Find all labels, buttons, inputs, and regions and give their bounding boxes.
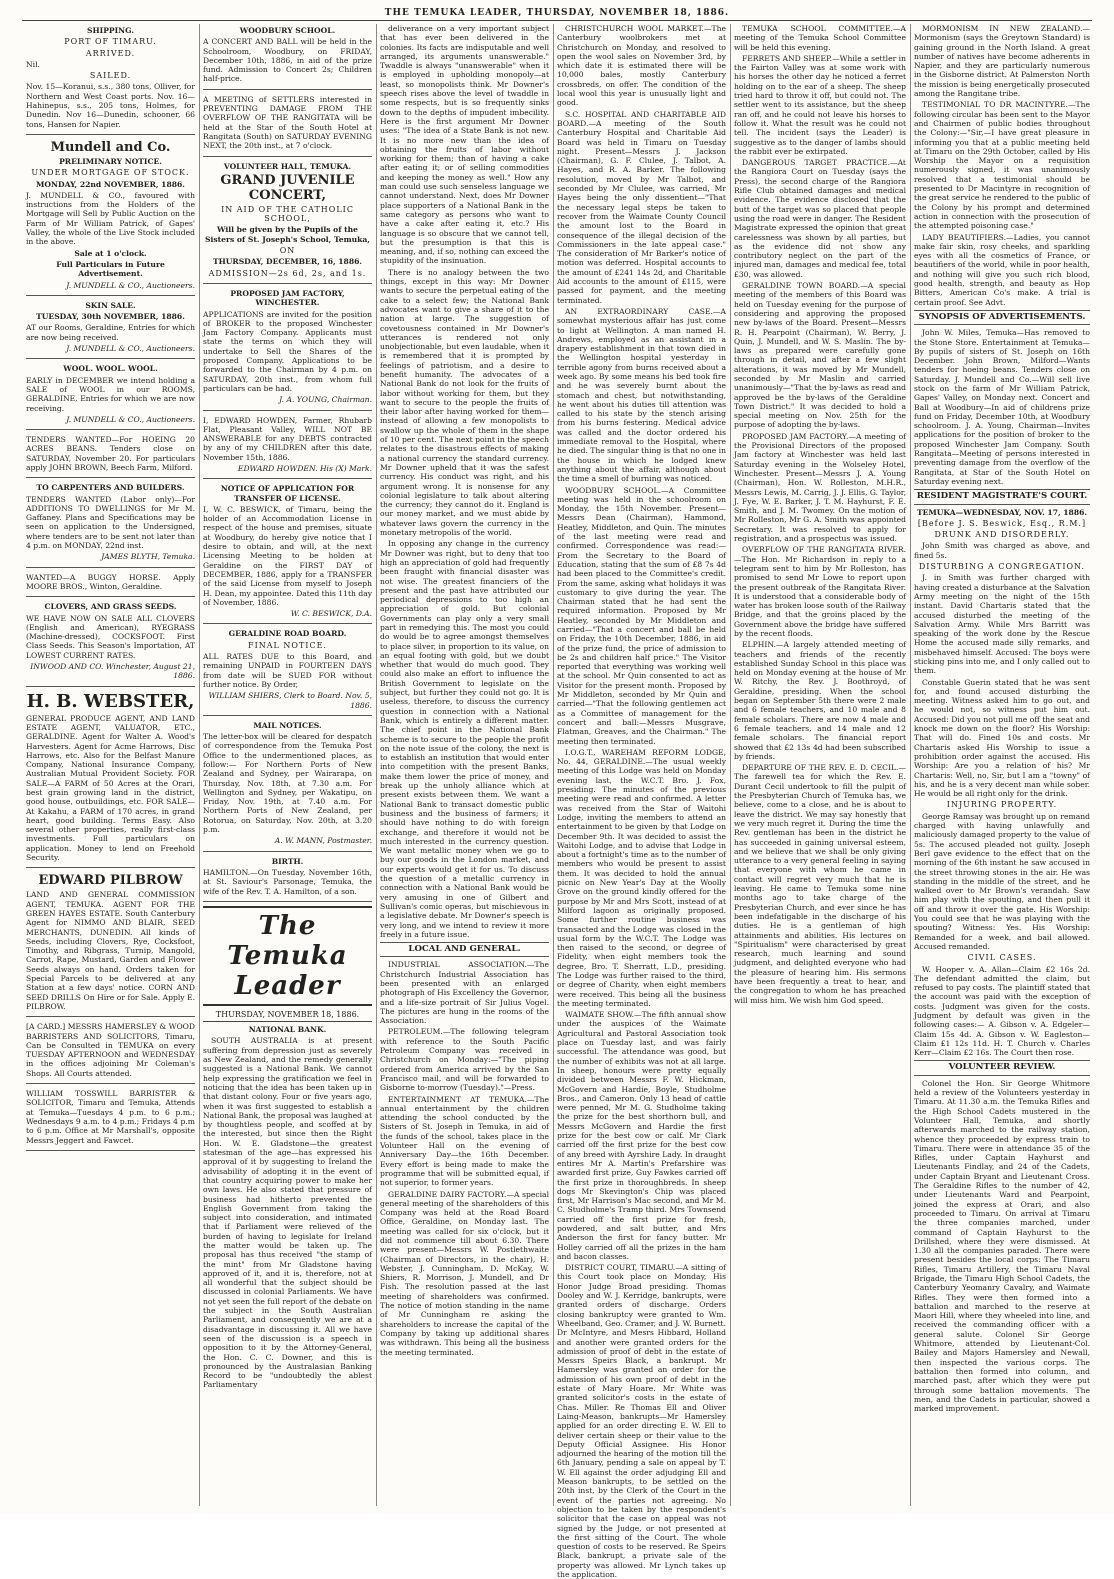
skin-body: AT our Rooms, Geraldine, Entries for which are now being received. [26, 323, 195, 342]
volunteer-review-heading: VOLUNTEER REVIEW. [914, 1060, 1090, 1075]
prelim-notice: PRELIMINARY NOTICE. [59, 156, 162, 166]
news-item: S.C. HOSPITAL AND CHARITABLE AID BOARD.—A meeting of the South Canterbury Hospital and Charitable Aid Board was held in Timaru on Tuesday night. Present—Messrs J. Jackson (Chairman), G. F. Clulee, J. Talbot, A. Hayes, and R. A. Barker. The following resolution, moved by Mr Talbot, and seconded by Mr Clulee, was carried, Mr Hayes being the only dissentient—"That the necessary legal steps be taken to recover from the Waimate County Council the amount lost to the Board in consequence of the illegal decision of the Commissioners in the late appeal case." The consideration of Mr Barker's notice of motion was deferred. Hospital accounts to the amount of £241 14s 2d, and Charitable Aid accounts to the amount of £115, were passed for payment, and the meeting terminated. [557, 109, 726, 305]
header-title: THE TEMUKA LEADER, THURSDAY, NOVEMBER 18, 1886. [384, 8, 730, 18]
column-2 [199, 24, 376, 1506]
news-item: WAIMATE SHOW.—The fifth annual show under the auspices of the Waimate Agricultural and Pastoral Association took place on Tuesday last, and was fairly successful. The attendance was good, but the number of exhibits was not at all large. In sheep, honours were pretty equally divided between Messrs F. W. Hickman, McGovern and Hardie, Boyle, Studholme Bros., and Cameron. Only 13 head of cattle were penned, Mr M. G. Studholme taking the prize for the best shorthorn bull, and Messrs McGovern and Hardie the first prize for the best cow or calf. Mr Clark carried off the first prize for the best cow of any breed with Ayrshire Lady. In draught entires Mr A. Martin's Prefarshire was awarded first prize, Guy Fawkes carried off the first prize in thoroughbreds. In sheep dogs Mr Skevington's Chip was placed first, Mr Harrison's Mac second, and Mr M. C. Studholme's Tramp third. Mrs Townsend carried off the first prize for fresh, powdered, and salt butter, and Mrs Anderson the first for fancy butter. Mr Holley carried off all the prizes in the ham and bacon classes. [557, 1010, 726, 1261]
jam-heading: PROPOSED JAM FACTORY, WINCHESTER. [230, 288, 345, 308]
disturbing-body: J. in Smith was further charged with having created a disturbance at the Salvation Army meeting on the night of the 15th instant. David Chartaris stated that the accused disturbed the meeting of the Salvation Army. While Mrs Barritt was speaking of the work done by the Rescue Home the accused made silly remarks, and misbehaved himself. Accused: The boys were sticking pins into me, and I only called out to them. [914, 573, 1090, 676]
pilbrow-ad [26, 871, 195, 1017]
wool-heading: WOOL. WOOL. WOOL. [63, 364, 158, 374]
woodbury-heading: WOODBURY SCHOOL. [239, 26, 336, 35]
news-item: DISTRICT COURT, TIMARU.—A sitting of this Court took place on Monday, His Honor Judge Broad presiding. Thomas Dooley and W. J. Kerridge, bankrupts, were granted orders of discharge. Orders closing bankruptcy were granted to Wm. Wheelband, Geo. Cramer, and J. W. Burnett. Dr McIntyre, and Mesrs Hibbard, Holland and another were granted orders for the admission of proof of debt in the estate of Messrs Speirs Black, a bankrupt. Mr Hamersley was granted an order for the admission of his own proof of debt in the estate of Mary Hoare. Mr White was granted solicitor's costs in the estate of Chas. Miller. Re Thomas Ell and Oliver Laing-Meason, bankrupts—Mr Hamersley applied for an order directing E. W. Ell to deliver certain sheep or their value to the Deputy Official Assignee. His Honor adjourned the hearing of the motion till the 6th January, pending a sale on appeal by T. W. Ell against the order adjudging Ell and Meason bankrupts, to be settled on the 20th inst, by the Clerk of the Court in the event of the parties not agreeing. No objection to be taken by the respondent's solicitor that the case on appeal was not signed by the Judge, or not presented at the first sitting of the Court. The whole question of costs to be reserved. Re Speirs Black, bankrupt, a private sale of the property was allowed. Mr Lynch takes up the application. [557, 1263, 726, 1579]
news-item: OVERFLOW OF THE RANGITATA RIVER.—The Hon. Mr Richardson in reply to a telegram sent to him by Mr Rolleston, has promised to send Mr Lowe to report upon the present outbreak of the Rangitata River. It is understood that a considerable body of water has broken loose south of the Railway Bridge, and that the groins placed by the Government above the bridge have suffered by the recent floods. [734, 545, 906, 638]
court-before: [Before J. S. Beswick, Esq., R.M.] [917, 518, 1087, 528]
clover-body: WE HAVE NOW ON SALE ALL CLOVERS (English and American), RYEGRASS (Machine-dressed), COCKSFOOT. First Class Seeds. This Season's Importation, AT LOWEST CURRENT RATES. [26, 613, 195, 660]
buggy-ad [26, 571, 195, 598]
arrived-text: Nil. [26, 59, 40, 69]
road-board-body: ALL RATES DUE to this Board, and remaining UNPAID in FOURTEEN DAYS from date will be SUED FOR without further notice. By Order, [203, 652, 372, 689]
webster-body: GENERAL PRODUCE AGENT, AND LAND ESTATE AGENT, VALUATOR, ETC., GERALDINE. Agent for Walter A. Wood's Harvesters. Agent for Acme Harrows, Disc Harrows, etc. Also for the Belfast Manure Company, National Insurance Company, Australian Mutual Provident Society. FOR SALE—A FARM of 50 Acres at the Orari, best grain growing land in the district, good house, outbuildings, etc. FOR SALE—At Kakahu, a FARM of 170 acres, in grand heart, good building. Terms Easy. Also several other properties, really first-class investments. Full particulars on application. Money to lend on Freehold Security. [26, 713, 195, 863]
carpenters-ad [26, 481, 195, 567]
road-board-ad [203, 627, 372, 715]
injuring-body: George Ramsay was brought up on remand charged with having unlawfully and maliciously damaged property to the value of 5s. The accused pleaded not guilty. Joseph Berl gave evidence to the effect that on the morning of the 6th instant he saw accused in the street throwing stones in the air. He was standing in the middle of the street, and he walked over to Mr Brown's verandah. Saw him play with the spouting, and then pull it off and throw it over the gate. His Worship: You could see that he was playing with the spouting? Witness: Yes. His Worship: Remanded for a week, and bail allowed. Accused remanded. [914, 811, 1090, 951]
court-date: TEMUKA—WEDNESDAY, NOV. 17, 1886. [916, 507, 1088, 517]
grand-concert-on: ON [279, 246, 296, 256]
woodbury-body: A CONCERT AND BALL will be held in the Schoolroom, Woodbury, on FRIDAY, December 10th, 1886, in aid of the prize fund. Admission to Concert 2s; Children half-price. [203, 37, 372, 84]
editorial-continued-1: deliverance on a very important subject that has ever been delivered in the colonies. Its facts are indisputable and well arranged, its arguments unanswerable." Twaddle is always "unanswerable" when it is employed in upholding monopoly—at least, so monopolists think. Mr Downer's speech rises above the level of twaddle in some respects, but is so frequently sinks down to the depths of impudent imbecility. Here is the first argument Mr Downer uses: "The idea of a State Bank is not new. It is no more new than the idea of obtaining the fruits of labor without working for them; than of having a cake after eating it; or of selling commodities and keeping the money as well." How any man could use such senseless language we cannot understand. Next, does Mr Downer place supporters of a National Bank in the same category as persons who want to have a cake after eating it, etc.? His language is so obscure that we cannot tell, but the presumption is that this is meaning, and, if so, nothing can exceed the stupidity of the insinuation. [380, 24, 549, 266]
news-item: TEMUKA SCHOOL COMMITTEE.—A meeting of the Temuka School Committee will be held this evening. [734, 24, 906, 52]
tender-ad [26, 433, 195, 478]
tender-body: TENDERS WANTED—For HOEING 20 ACRES BEANS. Tenders close on SATURDAY, November 20. For particulars apply JOHN BROWN, Beech Farm, Milford. [26, 435, 195, 472]
column-6 [910, 24, 1094, 1506]
skin-sale-ad [26, 299, 195, 359]
news-item: GERALDINE DAIRY FACTORY.—A special general meeting of the shareholders of this Company was held at the Road Board Office, Geraldine, on Monday last. The meeting was called for six o'clock, but it did not commence till about 6.30. There were present—Messrs W. Postlethwaite (Chairman of Directors, in the chair), H. Webster, J. Cunningham, D. McKay, W. Shiers, R. Morrison, J. Mundell, and Dr Fish. The resolution passed at the last meeting of shareholders was confirmed. The notice of motion standing in the name of Mr Cunningham re asking the shareholders to increase the capital of the Company by taking up additional shares was withdrawn. This being all the business the meeting terminated. [380, 1189, 549, 1357]
news-item: INDUSTRIAL ASSOCIATION.—The Christchurch Industrial Association has been presented with an enlarged photograph of His Excellency the Governor, and a life-size portrait of Sir Julius Vogel. The pictures are hung in the rooms of the Association. [380, 960, 549, 1026]
mail-signature: A. W. MANN, Postmaster. [274, 836, 372, 846]
page-header [22, 6, 1092, 21]
webster-ad [26, 690, 195, 869]
news-item: DEPARTURE OF THE REV. E. D. CECIL.—The farewell tea for which the Rev. E. Durant Cecil undertook to fill the pulpit of the Presbyterian Church of Temuka has, we believe, come to a close, and he is about to leave the district. We may say honestly that we very much regret it. During the time the Rev. gentleman has been in the district he has succeeded in gaining universal esteem, and we believe that we shall be only giving utterance to a very general feeling in saying that everyone with whom he came in contact will regret very much that he is leaving. He came to Temuka some nine months ago to take charge of the Presbyterian Church, and ever since he has been indefatigable in the discharge of his duties. He is a gentleman of high attainments and abilities. His lectures on "Spiritualism" were characterised by great research, much learning and sound judgment, and delighted everyone who had the pleasure of hearing him. His sermons have been frequently a treat to hear, and the congregation to whom he has preached will miss him. We wish him God speed. [734, 763, 906, 1005]
mail-notices [203, 719, 372, 852]
mundell-date: MONDAY, 22nd NOVEMBER, 1886. [36, 179, 185, 189]
buggy-body: WANTED—A BUGGY HORSE. Apply MOORE BROS., Winton, Geraldine. [26, 572, 195, 591]
civil-body: W. Hooper v. A. Allan—Claim £2 16s 2d. The defendant admitted the claim, but refused to pay costs. The plaintiff stated that the account was paid with the exception of costs. Judgment was given for the costs. Judgment by default was given in the following cases:— A. Gibson v. A. Edgeler—Claim 15s 4d. A. Gibson v. W. Eagleston—Claim £1 12s 11d. H. T. Church v. Charles Kerr—Claim £2 16s. The Court then rose. [914, 964, 1090, 1058]
road-board-signature: WILLIAM SHIERS, Clerk to Board. Nov. 5, 1886. [208, 691, 372, 710]
port-heading: PORT OF TIMARU. [64, 37, 157, 47]
birth-body: HAMILTON.—On Tuesday, November 16th, at St. Saviour's Parsonage, Temuka, the wife of the Rev. T. A. Hamilton, of a son. [203, 867, 372, 896]
skin-signature: J. MUNDELL & CO., Auctioneers. [66, 344, 195, 354]
wool-ad [26, 362, 195, 430]
carpenters-signature: JAMES BLYTH, Temuka. [101, 552, 195, 562]
grand-concert-date: THURSDAY, DECEMBER, 16, 1886. [212, 257, 363, 267]
shipping-heading: SHIPPING. [87, 26, 134, 35]
skin-heading: SKIN SALE. [85, 300, 136, 310]
editorial-heading: NATIONAL BANK. [248, 1025, 327, 1035]
drunk-heading: DRUNK AND DISORDERLY. [934, 530, 1070, 540]
sailed-heading: SAILED. [89, 71, 132, 81]
mundell-heading: Mundell and Co. [50, 139, 171, 155]
skin-date: TUESDAY, 30th NOVEMBER, 1886. [36, 312, 185, 322]
court-continued: Constable Guerin stated that he was sent for, and found accused disturbing the meeting. Witness asked him to go out, and he would not, so witness put him out. Accused: Did you not pull me off the seat and knock me down on the floor? His Worship: That will do. Fined 10s and costs. Mr Chartaris asked His Worship to issue a prohibition order against the accused. His Worship: Are you a relation of his? Mr Chartaris: Well, no, Sir, but I am a "towny" of his, and he is a very decent man while sober. He would be all right only for the drink. [914, 677, 1090, 799]
howden-signature: EDWARD HOWDEN. His (X) Mark. [237, 463, 372, 473]
licence-heading: NOTICE OF APPLICATION FOR TRANSFER OF LICENSE. [220, 484, 355, 503]
news-item: ENTERTAINMENT AT TEMUKA.—The annual entertainment by the children attending the school conducted by the Sisters of St. Joseph in Temuka, in aid of the funds of the school, takes place in the Volunteer Hall on the evening of Anniversary Day—the 16th December. Every effort is being made to make the programme that will be submitted equal, if not superior, to former years. [380, 1094, 549, 1188]
news-item: GERALDINE TOWN BOARD.—A special meeting of the members of this Board was held on Tuesday evening for the purpose of considering and approving the proposed new by-laws of the Board. Present—Messrs R. H. Pearpoint (Chairman), W. Berry, J. Quin, J. Mundell, and W. S. Maslin. The by-laws as prepared were carefully gone through in detail, and after a few slight alterations, it was moved by Mr Mundell, seconded by Mr Maslin and carried unanimously—"That the by-laws as read and approved be the by-laws of the Geraldine Town District." It was decided to hold a special meeting on Nov. 25th for the purpose of adopting the by-laws. [734, 281, 906, 430]
editorial-continued-3: In opposing any change in the currency Mr Downer was right, but to deny that too high an appreciation of gold had frequently been fraught with financial disaster was not wise. The greatest financiers of the present and the past have attributed our periodical depressions to too high an appreciation of gold. But colonial Governments can play only a very small part in remedying this. The most you could do would be to agree amongst themselves to place silver, in proportion to its value, on an equal footing with gold, but we doubt whether that would do much good. They could also make an effort to influence the British Government to legislate on the subject, but further they could not go. It is useless, therefore, to discuss the currency question in connection with a National Bank, which is entirely a different matter. The chief point in the National Bank scheme is to secure to the people the profit on the note issue of the colony, the next is to establish an institution that would enter into competition with the present Banks, make them lower the price of money, and break up the unholy alliance which at present exists between them. We want a National Bank to transact domestic public business and the business of farmers; it should have nothing to do with foreign exchange, and therefore it would not be much interested in the currency question. We want metallic money when we go to buy our goods in the London market, and our experts would get it for us. To discuss the question of a metallic currency in connection with a National Bank would be very amusing in one of Gilbert and Sullivan's comic operas, but mischievous in a legislative debate. Mr Downer's speech is very long, and we intend to review it more freely in a future issue. [380, 539, 549, 939]
news-item: MORMONISM IN NEW ZEALAND.—Mormonism (says the Greytown Standard) is gaining ground in the North Island. A great number of natives have become adherents in Napier, and they are particularly numerous in the Gisborne district. At Palmerston North the mission is being energetically prosecuted among the Rangitane tribe. [914, 24, 1090, 99]
mortgage-heading: UNDER MORTGAGE OF STOCK. [31, 168, 190, 178]
masthead-date: THURSDAY, NOVEMBER 18, 1886. [203, 1010, 372, 1022]
wool-signature: J. MUNDELL & CO., Auctioneers. [66, 414, 195, 424]
column-3 [376, 24, 553, 1506]
future-notice: Full Particulars in Future Advertisement. [56, 259, 165, 279]
news-item: ELPHIN.—A largely attended meeting of teachers and friends of the recently established Sunday School in this place was held on Monday evening at the house of Mr W. Ritchy, the Rev. J. Boothroyd, of Geraldine, presiding. When the school began on September 5th there were 2 male and 6 female teachers, and 10 male and 8 female scholars. There are now 4 male and 6 female teachers, and 14 male and 12 female scholars. The financial report showed that £2 13s 4d had been subscribed by friends. [734, 640, 906, 761]
column-4 [553, 24, 730, 1579]
grand-concert-admission: ADMISSION—2s 6d, 2s, and 1s. [208, 268, 367, 278]
grand-concert-body: Will be given by the Pupils of the Sisters of St. Joseph's School, Temuka, [205, 225, 370, 244]
synopsis-heading: SYNOPSIS OF ADVERTISEMENTS. [914, 310, 1090, 325]
disturbing-heading: DISTURBING A CONGREGATION. [918, 562, 1086, 572]
clover-ad [26, 600, 195, 686]
clover-signature: INWOOD AND CO. Winchester, August 21, 1886. [30, 662, 195, 681]
volunteer-review-body: Colonel the Hon. Sir George Whitmore held a review of the Volunteers yesterday in Timaru. At 11.30 a.m. the Temuka Rifles and the High School Cadets mustered in the Volunteer Hall, Temuka, and shortly afterwards marched to the railway station, whence they proceeded by express train to Timaru. There were in attendance 35 of the Rifles, under Captain Hayhurst and Lieutenants Findlay, and 24 of the Cadets, under Captain Bryant and Lieutenant Cross. The Geraldine Rifles to the number of 42, under Lieutenants Ward and Pearpoint, joined the express at Orari, and also proceeded to Timaru. On arrival at Timaru the three companies marched, under command of Captain Hayhurst to the Drillshed, where they were dismissed. At 1.30 all the companies paraded. There were present besides the local corps: The Timaru Rifles, Timaru Artillery, the Timaru Naval Brigade, the Timaru High School Cadets, the Canterbury Yeomanry Cavalry, and Waimate Rifles. They were then formed into a battalion and marched to the reserve at Maori Hill, where they wheeled into line, and received the commanding officer with a general salute. Colonel Sir George Whitmore, attended by Lieutenant-Col. Bailey and Majors Hamersley and Newall, then inspected the various corps. The battalion then formed into column, and marched past, after which they were put through some battalion movements. The men, and the Cadets in particular, showed a marked improvement. [914, 1078, 1090, 1414]
civil-heading: CIVIL CASES. [967, 953, 1037, 963]
howden-body: I, EDWARD HOWDEN, Farmer, Rhubarb Flat, Pleasant Valley, WILL NOT BE ANSWERABLE for any DEBTS contracted by any of my CHILDREN after this date, November 15th, 1886. [203, 415, 372, 462]
pilbrow-body: LAND AND GENERAL COMMISSION AGENT, TEMUKA. AGENT FOR THE GREEN HAYES ESTATE. South Canterbury Agent for NIMMO AND BLAIR, SEED MERCHANTS, DUNEDIN. All kinds of Seeds, including Clovers, Rye, Cocksfoot, Timothy, and Ribgrass, Turnip, Mangold, Carrot, Rape, Mustard, Garden and Flower Seeds always on hand. Orders taken for Special Parcels to be delivered at any Station at a few days' notice. CORN AND SEED DRILLS On Hire or for Sale. Apply E. PILBROW. [26, 890, 195, 1011]
road-board-heading: GERALDINE ROAD BOARD. [228, 629, 347, 639]
news-item: AN EXTRAORDINARY CASE.—A somewhat mysterious affair has just come to light at Wellington. A man named H. Andrews, employed as an assistant in a drapery establishment in that town died in the Wellington hospital yesterday in terrible agony from burns received about a week ago. By some means his bed took fire and he was severely burnt about the stomach and chest, but notwithstanding, he went about his duties till attention was called to his state by the stench arising from his burns festering. Medical advice was called and the doctor ordered his immediate removal to the Hospital, where he died. The singular thing is that no one in the house in which he lodged knew anything about the affair, although about the time a smell of burning was noticed. [557, 306, 726, 484]
wool-body: EARLY in DECEMBER we intend holding a SALE of WOOL in our ROOMS, GERALDINE, Entries for which we are now receiving. [26, 375, 195, 413]
grand-concert-sub: IN AID OF THE CATHOLIC SCHOOL, [221, 204, 354, 224]
news-item: PROPOSED JAM FACTORY.—A meeting of the Provisional Directors of the proposed Jam factory at Winchester was held last Saturday evening in the Wolseley Hotel, Winchester. Present—Messrs J. A. Young (Chairman), Hon. W. Rolleston, M.H.R., Messrs Lewis, M. Carrig, J. J. Ellis, G. Taylor, J. Fye, W. E. Barker, J. T. M. Hayhurst, F. E. Smith, and J. M. Twomey. On the motion of Mr Rolleston, Mr G. A. Smith was appointed Secretary. It was resolved to apply for registration, and a prospectus was issued. [734, 431, 906, 544]
news-item: LADY BEAUTIFIERS.—Ladies, you cannot make fair skin, rosy cheeks, and sparkling eyes with all the cosmetics of France, or beautifiers of the world, while in poor health, and nothing will give you such rich blood, good health, strength, and beauty as Hop Bitters, American Co's make. A trial is certain proof. See Advt. [914, 232, 1090, 307]
news-item: WOODBURY SCHOOL.—A Committee meeting was held in the schoolroom on Monday, the 15th November. Present—Messrs Dean (Chairman), Hammond, Heatley, Middleton, and Quin. The minutes of the last meeting were read and confirmed. Correspondence was read:—From the Secretary to the Board of Education, stating that the sum of £8 7s 4d had been placed to the Committee's credit. From the same, asking what holidays it was customary to give during the year. The Chairman stated that he had sent the required information. Proposed by Mr Heatley, seconded by Mr Middleton and carried—"That a concert and ball be held on Friday, the 10th December, 1886, in aid of the prize fund, the price of admission to be 2s and children half price." The Visitor reported that everything was working well at the school. Mr Quin consented to act as Visitor for the present month. Proposed by Mr Middleton, seconded by Mr Quin and carried—"That the following gentlemen act as a Committee of management for the concert and ball:—Messrs Musgrave, Flatman, Greaves, and the Chairman." The meeting then terminated. [557, 485, 727, 746]
masthead: The Temuka Leader [203, 906, 372, 1006]
grand-concert-heading: GRAND JUVENILE CONCERT, [220, 172, 355, 203]
volunteer-hall-heading: VOLUNTEER HALL, TEMUKA. [223, 161, 352, 171]
news-item: I.O.G.T., WAREHAM REFORM LODGE, No. 44, GERALDINE.—The usual weekly meeting of this Lodge was held on Monday evening last, the W.C.T. Bro. J. Fox, presiding. The minutes of the previous meeting were read and confirmed. A letter was received from the Star of Waitohi Lodge, inviting the members to attend an entertainment to be given by that Lodge on December 9th. It was decided to assist the Waitohi Lodge, and to advise that Lodge in about a fortnight's time as to the number of members who would be present to assist them. It was decided to hold the annual picnic on New Year's Day at the Woolly Grove on the ground kindly offered for the purpose by Mr and Mrs Scott, instead of at Milford lagoon as originally proposed. Some further routine business was transacted and the Lodge was closed in the usual form by the W.C.T. The Lodge was then raised to the second, or degree of Fidelity, when eight members took the degree, Bro. T. Sherratt, L.D., presiding. The Lodge was further raised to the third, or degree of Charity, when eight members were received. This being all the business the meeting terminated. [557, 747, 726, 1008]
mundell-signature: J. MUNDELL & CO., Auctioneers. [66, 280, 195, 290]
birth-heading: BIRTH. [271, 856, 304, 866]
licence-body: I, W. C. BESWICK, of Timaru, being the holder of an Accommodation License in respect of the house and premises, situate at Woodbury, do hereby give notice that I desire to obtain, and will, at the next Licensing Meeting to be holden at Geraldine on the FIRST DAY of DECEMBER, 1886, apply for a TRANSFER of the said License from myself to Joseph H. Dean, my appointee. Dated this 11th day of November, 1886. [203, 504, 373, 607]
news-item: PETROLEUM.—The following telegram with reference to the South Pacific Petroleum Company was received in Christchurch on Monday:—"The piping ordered from America arrived by the San Francisco mail, and will be forwarded to Gisborne to-morrow (Tuesday)."—Press. [380, 1027, 549, 1093]
clover-heading: CLOVERS, AND GRASS SEEDS. [44, 602, 177, 612]
editorial-continued-2: There is no analogy between the two things, except in this way: Mr Downer wants to secure the perpetual eating of the cake to a select few; the National Bank advocates want to give a share of it to the nation at large. The suggestion of covetousness contained in Mr Downer's utterances is rendered not only unobjectionable, but even laudable, when it is remembered that it is prompted by feelings of patriotism, and a desire to benefit humanity. The advocates of a National Bank do not look for the fruits of labor without working for them, but they want to secure to the people the fruits of their labor after having worked for them—instead of allowing a few monopolists to swallow up the whole of them in the shape of 10 per cent. The next point in the speech relates to the disastrous effects of making a national currency the standard currency. Mr Downer upheld that it was the safest currency. His conduct was right, and his argument wrong. It is nonsense for any colonial legislature to talk about altering the currency; they cannot do it. England is our money market, and we must abide by whatever laws govern the currency in the monetary metropolis of the world. [380, 267, 549, 538]
hamersley-ad [26, 1020, 195, 1084]
howden-ad [203, 414, 372, 480]
jam-signature: J. A. YOUNG, Chairman. [279, 395, 372, 405]
settlers-meeting-body: A MEETING of SETTLERS interested in PREVENTING DAMAGE FROM THE OVERFLOW OF THE RANGITATA will be held at the Star of the South Hotel at Rangitata (South) on SATURDAY EVENING NEXT, the 20th inst., at 7 o'clock. [203, 94, 372, 151]
mail-body: The letter-box will be cleared for despatch of correspondence from the Temuka Post Office to the undermentioned places, as follow:— For Northern Ports of New Zealand and Sydney, per Wairarapa, on Thursday, Nov. 18th, at 7.30 a.m. For Wellington and Sydney, per Wakatipu, on Friday, Nov. 19th, at 7.40 a.m. For Northern Ports of New Zealand, per Rotorua, on Saturday, Nov. 20th, at 3.20 p.m. [203, 732, 372, 835]
final-notice: FINAL NOTICE. [248, 640, 327, 650]
settlers-meeting-ad [203, 93, 372, 157]
sale-time: Sale at 1 o'clock. [74, 248, 147, 258]
column-5 [730, 24, 910, 1506]
jam-body: APPLICATIONS are invited for the position of BROKER to the proposed Winchester Jam Factory Company. Applicants must state the terms on which they will undertake to Sell the Shares of the proposed Company. Applications to be forwarded to the Chairman by 4 p.m. on SATURDAY, 20th inst., from whom full particulars can be had. [203, 309, 372, 393]
column-1 [22, 24, 199, 1506]
synopsis-body: John W. Miles, Temuka—Has removed to the Stone Store. Entertainment at Temuka—By pupils of sisters of St. Joseph on 16th December. John Brown, Milford—Wants tenders for hoeing beans. Tenders close on Saturday. J. Mundell and Co.—Will sell live stock on the farm of Mr William Patrick, Gapes' Valley, on Monday next. Concert and Ball at Woodbury—In aid of childrens prize fund on Friday, December 10th, at Woodbury schoolroom. J. A. Young, Chairman—Invites applications for the position of broker to the proposed Winchester Jam Company. South Rangitata—Meeting of persons interested in preventing damage from the overflow of the Rangitata, at Star of the South Hotel on Saturday evening next. [914, 328, 1090, 486]
shipping-ad [26, 24, 195, 135]
pilbrow-heading: EDWARD PILBROW [38, 873, 183, 889]
tosswill-body: WILLIAM TOSSWILL BARRISTER & SOLICITOR, Timaru and Temuka, Attends at Temuka—Tuesdays 4 p.m. to 6 p.m.; Wednesdays 9 a.m. to 4 p.m.; Fridays 4 p.m to 6 p.m. Office at Mr Marshall's, opposite Messrs Jeggert and Fawcet. [26, 1089, 195, 1145]
mundell-body: J. MUNDELL & CO., favoured with instructions from the Holders of the Mortgage will Sell by Public Auction on the Farm of Mr William Patrick, of Gapes' Valley, the whole of the Live Stock included in the above. [26, 190, 195, 247]
local-general-heading: LOCAL AND GENERAL. [380, 942, 549, 957]
news-item: DANGEROUS TARGET PRACTICE.—At the Rangiora Court on Tuesday (says the Press), the second charge of the Rangiora Rifle Club obtained damages and medical evidence. The evidence disclosed that the butt of the target was so placed that people using the road were in danger. The Resident Magistrate expressed the opinion that great carelessness was shown by all parties, but as the evidence did not show any contributory neglect on the part of the injured man, damages and medical fee, total £30, was allowed. [734, 158, 906, 279]
news-item: TESTIMONIAL TO DR MACINTYRE.—The following circular has been sent to the Mayor and Chairmen of public bodies throughout the Colony:—"Sir,—I have great pleasure in informing you that at a public meeting held at Timaru on the 29th October, called by His Worship the Mayor on a requisition numerously signed, it was unanimously resolved that a testimonial should be presented to Dr Macintyre in recognition of the great service he rendered to the public of the Colony by his prompt and determined action in connection with the prosecution of the attempted poisoning case." [914, 100, 1090, 231]
hamersley-body: [A CARD.] MESSRS HAMERSLEY & WOOD BARRISTERS AND SOLICITORS, Timaru, Can be Consulted in TEMUKA on every TUESDAY AFTERNOON and WEDNESDAY in the offices adjoining Mr Coleman's Shops. All Courts attended. [26, 1022, 195, 1078]
mail-heading: MAIL NOTICES. [253, 720, 322, 730]
injuring-heading: INJURING PROPERTY. [946, 800, 1058, 810]
carpenters-heading: TO CARPENTERS AND BUILDERS. [36, 483, 185, 493]
woodbury-ad [203, 24, 372, 90]
concert-ad [203, 160, 372, 284]
carpenters-body: TENDERS WANTED (Labor only)—For ADDITIONS TO DWELLINGS for Mr M. Gaffaney. Plans and Specifications may be seen on application to the Undersigned, where tenders are to be sent not later than 4 p.m. on MONDAY, 22nd inst. [26, 494, 195, 551]
webster-heading: H. B. WEBSTER, [26, 690, 195, 712]
court-heading: RESIDENT MAGISTRATE'S COURT. [914, 489, 1090, 504]
editorial-body: SOUTH AUSTRALIA is at present suffering from depression just as severely as New Zealand, and the remedy generally suggested is a National Bank. We cannot help expressing the gratification we feel in noticing that the idea has been taken up in that distant colony. Four or five years ago, when it was first suggested to establish a National Bank, the proposal was laughed at by thoughtless people, and scoffed at by the interested, but since then the Right Hon. W. E. Gladstone—the greatest statesman of the age—has expressed his approval of it by suggesting to Ireland the advisability of adopting it in the event of that country acquiring power to make her own laws. He also stated that pressure of business had hitherto prevented the English Government from taking the subject into consideration, and intimated that if Parliament were relieved of the burden of having to legislate for Ireland the matter would be taken up. The proposal has thus received "the stamp of the mint" from Mr Gladstone having approved of it, and it is, therefore, not at all wonderful that the subject should be discussed in colonial Parliaments. We have not yet seen the full report of the debate on the subject in the South Australian Parliament, and consequently we are at a disadvantage in discussing it. All we have seen of the discussion is a speech in opposition to it by the Attorney-General, the Hon. C. C. Downer, and this is pronounced by the Australasian Banking Record to be "undoubtedly the ablest Parliamentary [203, 1036, 372, 1390]
tosswill-ad [26, 1087, 195, 1151]
birth-notice [203, 855, 372, 902]
arrived-heading: ARRIVED. [85, 48, 136, 58]
licence-signature: W. C. BESWICK, D.A. [290, 609, 372, 619]
sailed-text: Nov. 15—Koranui, s.s., 380 tons, Olliver, for Northern and West Coast ports. Nov. 16—Hahinepus, s.s., 205 tons, Holmes, for Dunedin. Nov 16—Dunedin, schooner, 66 tons, Hansen for Napier. [26, 82, 195, 129]
news-item: CHRISTCHURCH WOOL MARKET.—The Canterbury woolbrokers met at Christchurch on Monday, and resolved to open the wool sales on November 3rd, by which date it is estimated there will be 10,000 bales, mostly Canterbury crossbreds, on offer. The condition of the local wool this year is unusually light and good. [557, 24, 726, 108]
licence-ad [203, 482, 372, 624]
jam-factory-ad [203, 287, 372, 411]
news-item: FERRETS AND SHEEP.—While a settler in the Fairton Valley was at some work with his horses the other day he noticed a ferret holding on to the ear of a sheep. The sheep tried hard to throw it off, but could not. The settler went to its assistance, but the sheep ran off, and he could not leave his horses to follow it. What the result was he could not tell. The incident (says the Leader) is suggestive as to the danger of lambs should the rabbit ever be extirpated. [734, 53, 906, 156]
drunk-body: John Smith was charged as above, and fined 5s. [914, 541, 1090, 560]
mundell-ad [26, 138, 195, 296]
